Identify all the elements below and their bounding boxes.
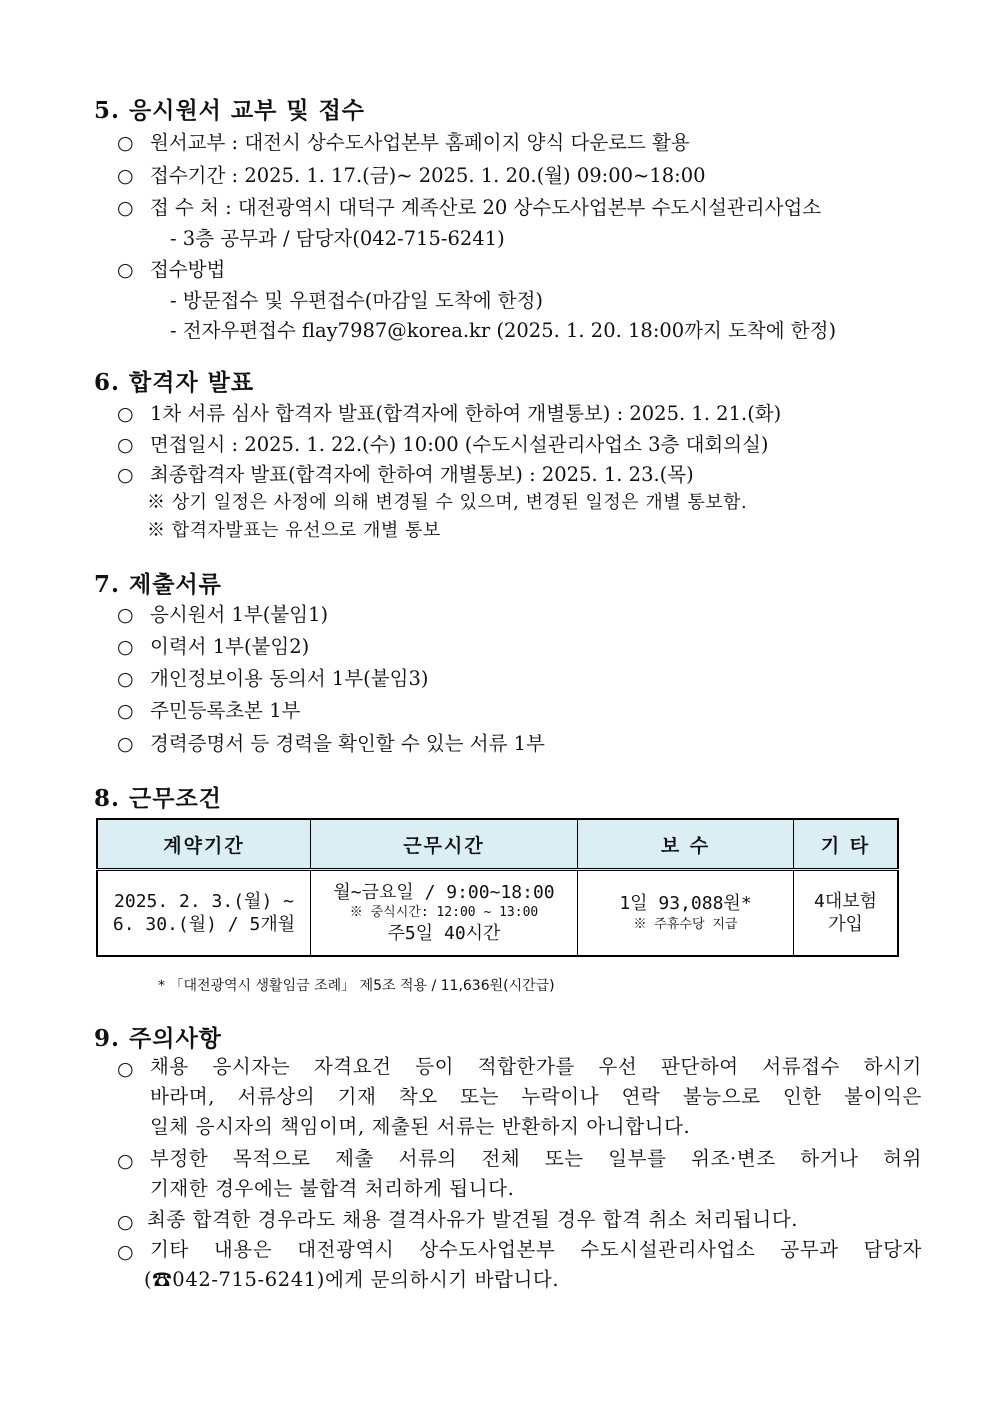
s9-paragraph-2: [150, 1144, 922, 1204]
header-pay: 보 수: [578, 819, 794, 870]
s6-item-3: 최종합격자 발표(합격자에 한하여 개별통보) : 2025. 1. 23.(목): [150, 463, 694, 486]
s7-item-2: 이력서 1부(붙임2): [150, 635, 310, 658]
header-etc: 기 타: [794, 819, 899, 870]
etc-line-2: 가입: [828, 914, 863, 935]
s9-paragraph-4: [144, 1235, 922, 1295]
bullet-icon: ○: [117, 403, 134, 425]
s6-note-1: ※ 상기 일정은 사정에 의해 변경될 수 있으며, 변경된 일정은 개별 통보함.: [147, 492, 748, 513]
bullet-icon: ○: [117, 1211, 134, 1233]
s9-p1-line-1: 채용 응시자는 자격요건 등이 적합한가를 우선 판단하여 서류접수 하시기: [150, 1055, 922, 1078]
s5-item-2: 접수기간 : 2025. 1. 17.(금)~ 2025. 1. 20.(월) 09:00~18:00: [150, 164, 706, 187]
bullet-icon: ○: [117, 604, 134, 626]
s7-item-3: 개인정보이용 동의서 1부(붙임3): [150, 667, 429, 690]
s9-p4-line-1: 기타 내용은 대전광역시 상수도사업본부 수도시설관리사업소 공무과 담당자: [150, 1238, 922, 1261]
s9-p1-line-2: 바라며, 서류상의 기재 착오 또는 누락이나 연락 불능으로 인한 불이익은: [150, 1085, 922, 1108]
table-header-row: [97, 819, 898, 870]
cell-etc: [794, 870, 899, 957]
section-6-title: 6. 합격자 발표: [94, 369, 255, 396]
bullet-icon: ○: [117, 197, 134, 219]
s5-sub-3: - 전자우편접수 flay7987@korea.kr (2025. 1. 20. 18:00까지 도착에 한정): [170, 319, 837, 342]
etc-line-1: 4대보험: [813, 890, 877, 912]
lunch-note: ※ 중식시간: 12:00 ~ 13:00: [349, 904, 539, 920]
s5-item-3: 접 수 처 : 대전광역시 대덕구 계족산로 20 상수도사업본부 수도시설관리사업소: [150, 196, 822, 219]
section-9-title: 9. 주의사항: [94, 1025, 222, 1052]
s6-item-2: 면접일시 : 2025. 1. 22.(수) 10:00 (수도시설관리사업소 3층 대회의실): [150, 433, 769, 456]
pay-note: ※ 주휴수당 지급: [633, 916, 738, 932]
work-conditions-table: [96, 818, 899, 957]
bullet-icon: ○: [117, 165, 134, 187]
s9-p3-line-1: 최종 합격한 경우라도 채용 결격사유가 발견될 경우 합격 취소 처리됩니다.: [147, 1208, 799, 1231]
s5-sub-1: - 3층 공무과 / 담당자(042-715-6241): [170, 227, 505, 250]
table-row: [97, 870, 898, 957]
s6-item-1: 1차 서류 심사 합격자 발표(합격자에 한하여 개별통보) : 2025. 1. 21.(화): [150, 402, 782, 425]
s9-paragraph-3: [147, 1205, 919, 1235]
cell-pay: [578, 870, 794, 957]
bullet-icon: ○: [117, 132, 134, 154]
s9-p2-line-1: 부정한 목적으로 제출 서류의 전체 또는 일부를 위조·변조 하거나 허위: [150, 1147, 922, 1170]
bullet-icon: ○: [117, 1150, 134, 1172]
bullet-icon: ○: [117, 668, 134, 690]
s5-sub-2: - 방문접수 및 우편접수(마감일 도착에 한정): [170, 289, 544, 312]
s7-item-4: 주민등록초본 1부: [150, 699, 301, 722]
section-8-title: 8. 근무조건: [94, 785, 222, 812]
s5-item-1: 원서교부 : 대전시 상수도사업본부 홈페이지 양식 다운로드 활용: [150, 131, 690, 154]
period-line-1: 2025. 2. 3.(월) ~: [114, 890, 294, 912]
bullet-icon: ○: [117, 434, 134, 456]
s5-item-4: 접수방법: [150, 258, 226, 281]
header-contract-period: 계약기간: [97, 819, 311, 870]
bullet-icon: ○: [117, 733, 134, 755]
cell-contract-period: [97, 870, 311, 957]
s7-item-1: 응시원서 1부(붙임1): [150, 603, 329, 626]
s9-p2-line-2: 기재한 경우에는 불합격 처리하게 됩니다.: [150, 1177, 515, 1200]
section-5-title: 5. 응시원서 교부 및 접수: [94, 97, 366, 124]
bullet-icon: ○: [117, 1241, 134, 1263]
s9-paragraph-1: [150, 1052, 922, 1142]
table-footnote: * 「대전광역시 생활임금 조례」 제5조 적용 / 11,636원(시간급): [158, 978, 555, 994]
hours-line-1: 월~금요일 / 9:00~18:00: [333, 881, 555, 903]
period-line-2: 6. 30.(월) / 5개월: [112, 914, 296, 935]
pay-line-1: 1일 93,088원*: [619, 893, 752, 915]
s7-item-5: 경력증명서 등 경력을 확인할 수 있는 서류 1부: [150, 732, 545, 755]
bullet-icon: ○: [117, 636, 134, 658]
s9-p1-line-3: 일체 응시자의 책임이며, 제출된 서류는 반환하지 아니합니다.: [150, 1115, 691, 1138]
bullet-icon: ○: [117, 464, 134, 486]
cell-work-hours: [311, 870, 578, 957]
s6-note-2: ※ 합격자발표는 유선으로 개별 통보: [147, 520, 441, 541]
bullet-icon: ○: [117, 1058, 134, 1080]
bullet-icon: ○: [117, 700, 134, 722]
bullet-icon: ○: [117, 259, 134, 281]
s9-p4-line-2: (☎042-715-6241)에게 문의하시기 바랍니다.: [144, 1268, 560, 1291]
header-work-hours: 근무시간: [311, 819, 578, 870]
section-7-title: 7. 제출서류: [94, 571, 222, 598]
hours-line-2: 주5일 40시간: [387, 923, 501, 945]
